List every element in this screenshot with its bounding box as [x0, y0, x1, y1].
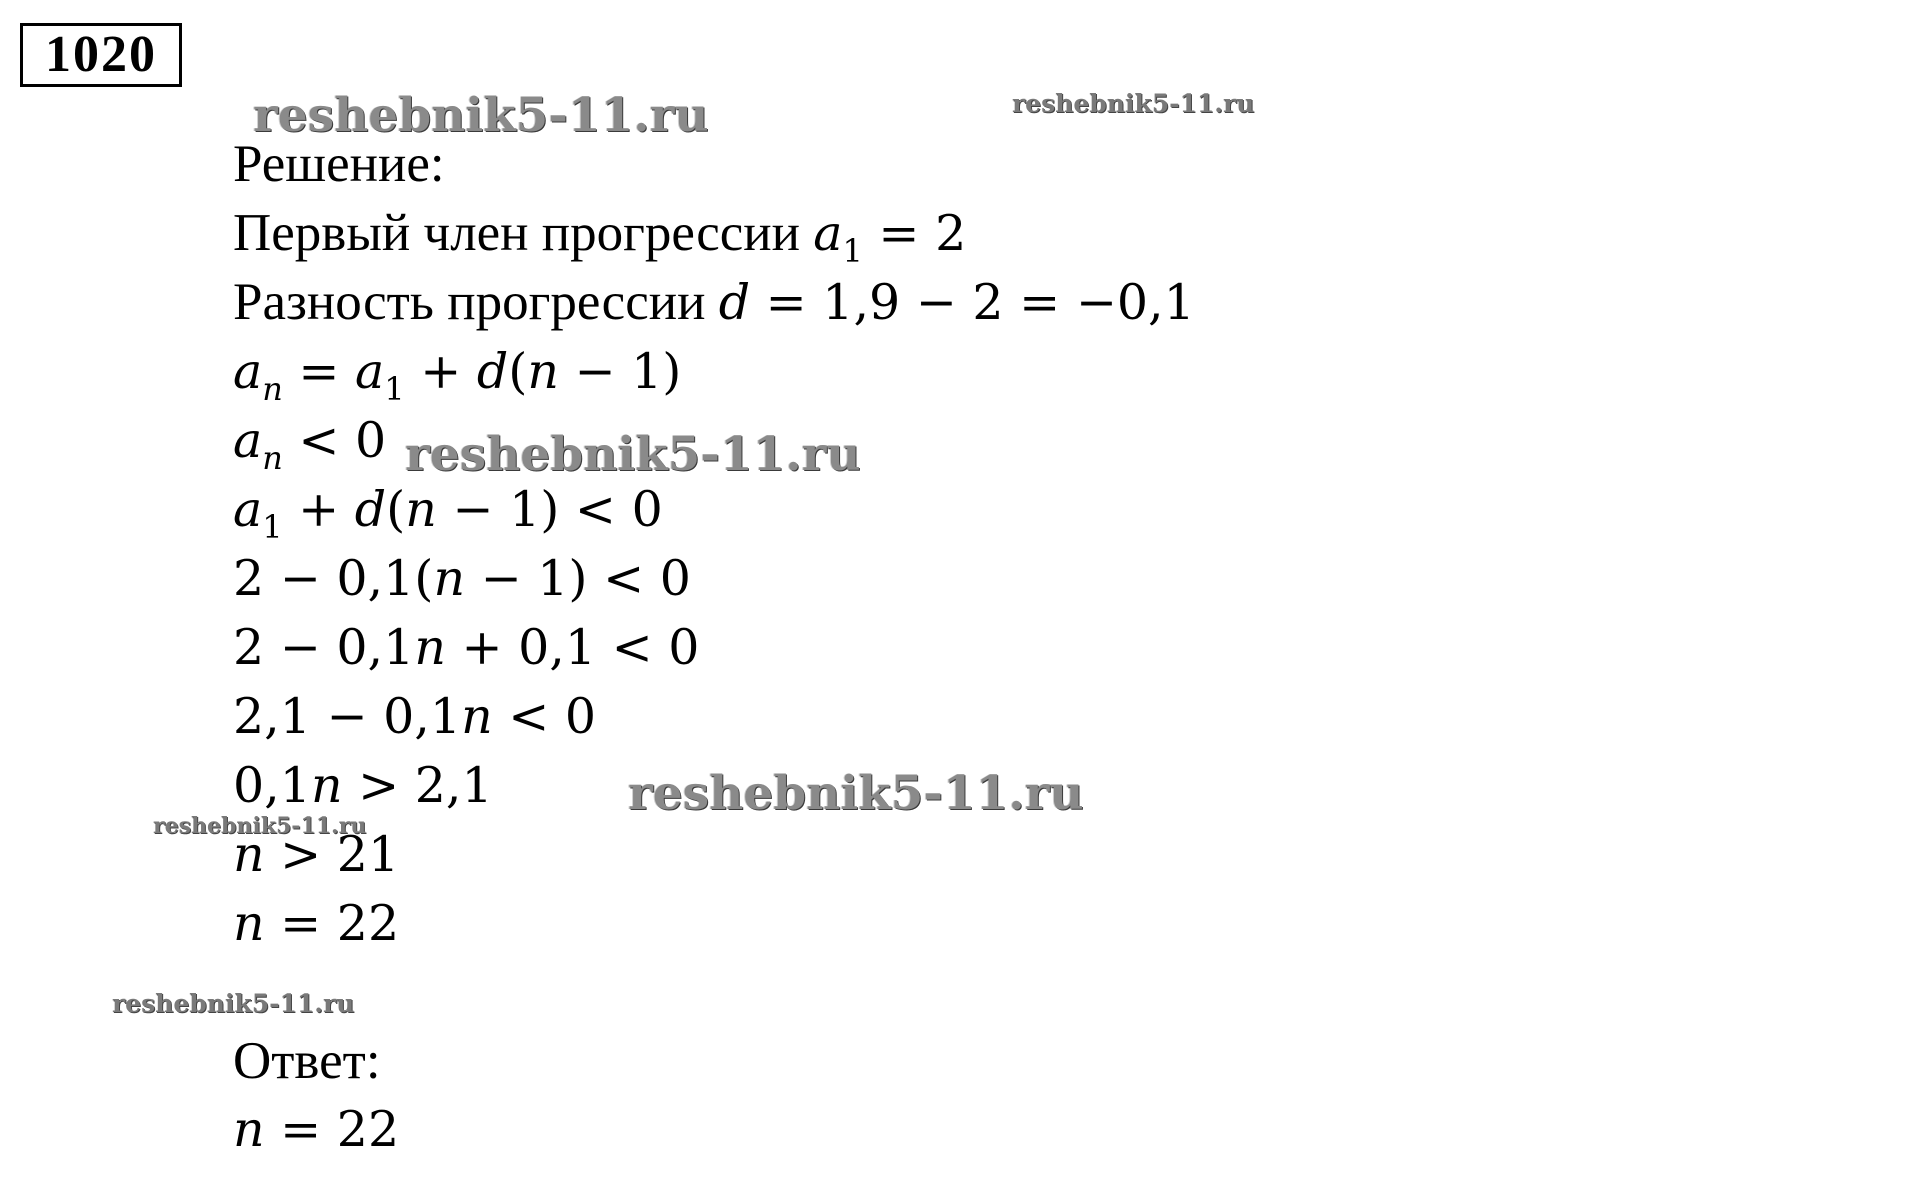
an-ineq: < 0	[298, 412, 387, 469]
step4-a: 0,1	[233, 757, 311, 814]
task-number: 1020	[45, 26, 157, 83]
difference-line	[233, 272, 1195, 333]
step6-line: n = 22	[233, 895, 400, 952]
an-negative-line: $a_n < 0$	[233, 412, 387, 477]
watermark-3: reshebnik5-11.ru	[405, 427, 861, 482]
step2-line: 2 − 0,1n + 0,1 < 0	[233, 619, 700, 676]
step1-a: 2 − 0,1(	[233, 550, 434, 607]
difference-label: Разность прогрессии	[233, 273, 706, 331]
task-number-box	[20, 23, 182, 87]
difference-expr: 1,9 − 2 = −0,1	[822, 274, 1195, 331]
step4-line: 0,1n > 2,1	[233, 757, 493, 814]
first-term-line	[233, 203, 967, 270]
difference-formula: d = 1,9 − 2 = −0,1	[718, 274, 1195, 331]
step4-b: > 2,1	[342, 757, 493, 814]
watermark-1: reshebnik5-11.ru	[253, 88, 709, 143]
watermark-4: reshebnik5-11.ru	[628, 766, 1084, 821]
first-term-formula: $a_1 = 2$	[813, 205, 967, 270]
answer-heading: Ответ:	[233, 1032, 381, 1090]
step5: > 21	[264, 826, 400, 883]
answer-value: = 22	[264, 1101, 400, 1158]
general-term-formula: $a_n = a_1 + d(n - 1)$	[233, 343, 682, 408]
step1-line: 2 − 0,1(n − 1) < 0	[233, 550, 691, 607]
solution-heading: Решение:	[233, 135, 445, 193]
answer-line: n = 22	[233, 1101, 400, 1158]
first-term-label: Первый член прогрессии	[233, 204, 801, 262]
first-term-value: 2	[935, 205, 967, 262]
step2-a: 2 − 0,1	[233, 619, 415, 676]
watermark-6: reshebnik5-11.ru	[112, 989, 355, 1018]
step3-line: 2,1 − 0,1n < 0	[233, 688, 597, 745]
substitution-line: $a_1 + d(n - 1) < 0$	[233, 481, 663, 546]
step5-line: n > 21	[233, 826, 400, 883]
step6: = 22	[264, 895, 400, 952]
watermark-5: reshebnik5-11.ru	[153, 813, 367, 839]
step2-b: + 0,1 < 0	[445, 619, 700, 676]
step1-b: − 1) < 0	[465, 550, 691, 607]
watermark-2: reshebnik5-11.ru	[1012, 89, 1255, 118]
step3-b: < 0	[492, 688, 597, 745]
step3-a: 2,1 − 0,1	[233, 688, 462, 745]
